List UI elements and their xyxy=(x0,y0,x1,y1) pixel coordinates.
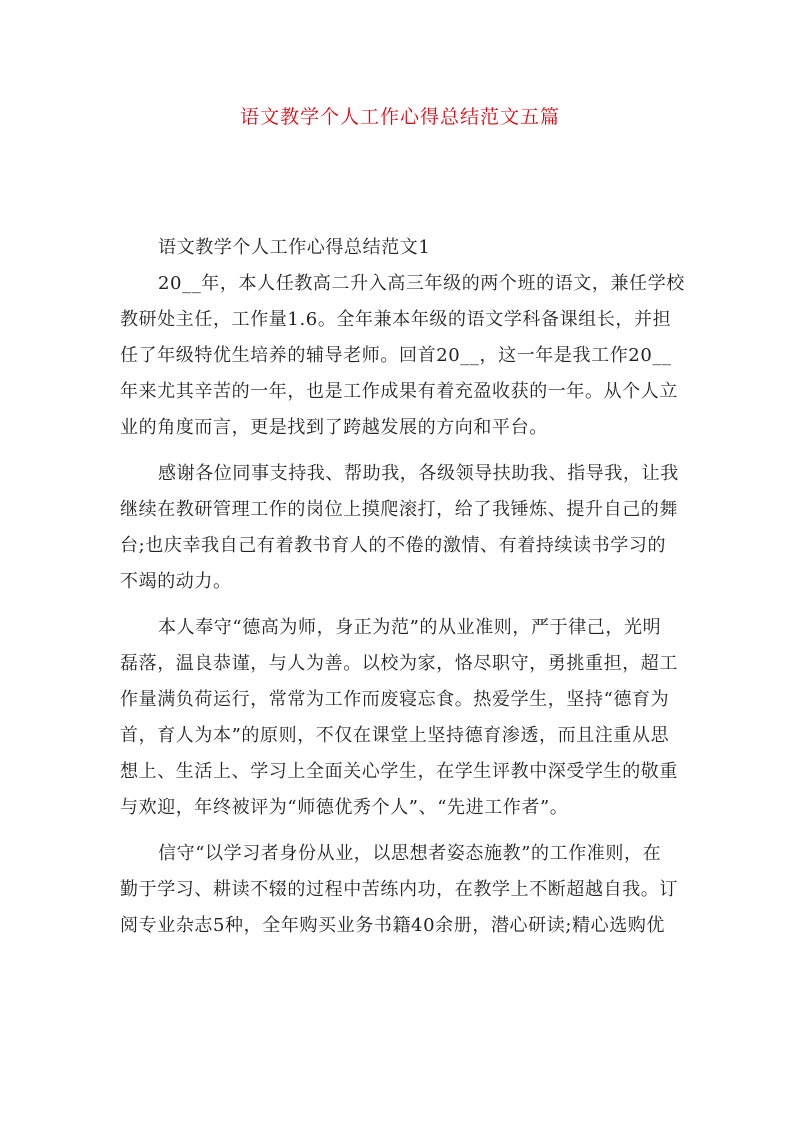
paragraph-line: 磊落，温良恭谨，与人为善。以校为家，恪尽职守，勇挑重担，超工 xyxy=(120,653,678,674)
paragraph-line: 与欢迎，年终被评为“师德优秀个人”、“先进工作者”。 xyxy=(120,797,569,818)
paragraph-line: 业的角度而言，更是找到了跨越发展的方向和平台。 xyxy=(120,417,548,438)
paragraph-line: 20__年，本人任教高二升入高三年级的两个班的语文，兼任学校 xyxy=(158,273,685,294)
paragraph-line: 勤于学习、耕读不辍的过程中苦练内功，在教学上不断超越自我。订 xyxy=(120,879,678,900)
paragraph-line: 不竭的动力。 xyxy=(120,571,232,592)
paragraph xyxy=(120,456,680,600)
paragraph-line: 作量满负荷运行，常常为工作而废寝忘食。热爱学生，坚持“德育为 xyxy=(120,689,670,710)
paragraph xyxy=(120,266,685,446)
paragraph-line: 任了年级特优生培养的辅导老师。回首20__，这一年是我工作20__ xyxy=(120,345,672,366)
paragraph-line: 台;也庆幸我自己有着教书育人的不倦的激情、有着持续读书学习的 xyxy=(120,535,667,556)
document-title: 语文教学个人工作心得总结范文五篇 xyxy=(239,106,560,128)
section-heading: 语文教学个人工作心得总结范文1 xyxy=(158,237,431,258)
document-body xyxy=(120,230,685,944)
paragraph-line: 想上、生活上、学习上全面关心学生，在学生评教中深受学生的敬重 xyxy=(120,761,678,782)
paragraph-line: 阅专业杂志5种，全年购买业务书籍40余册，潜心研读;精心选购优 xyxy=(120,915,666,936)
paragraph xyxy=(120,836,680,944)
paragraph-line: 本人奉守“德高为师，身正为范”的从业准则，严于律己，光明 xyxy=(158,617,662,638)
paragraph-line: 首，育人为本”的原则，不仅在课堂上坚持德育渗透，而且注重从思 xyxy=(120,725,670,746)
paragraph-line: 继续在教研管理工作的岗位上摸爬滚打，给了我锤炼、提升自己的舞 xyxy=(120,499,678,520)
paragraph xyxy=(120,610,680,826)
paragraph-line: 教研处主任，工作量1.6。全年兼本年级的语文学科备课组长，并担 xyxy=(120,309,672,330)
paragraph-line: 信守“以学习者身份从业，以思想者姿态施教”的工作准则，在 xyxy=(158,843,662,864)
paragraph-line: 年来尤其辛苦的一年，也是工作成果有着充盈收获的一年。从个人立 xyxy=(120,381,678,402)
paragraph-line: 感谢各位同事支持我、帮助我，各级领导扶助我、指导我，让我 xyxy=(158,463,679,484)
